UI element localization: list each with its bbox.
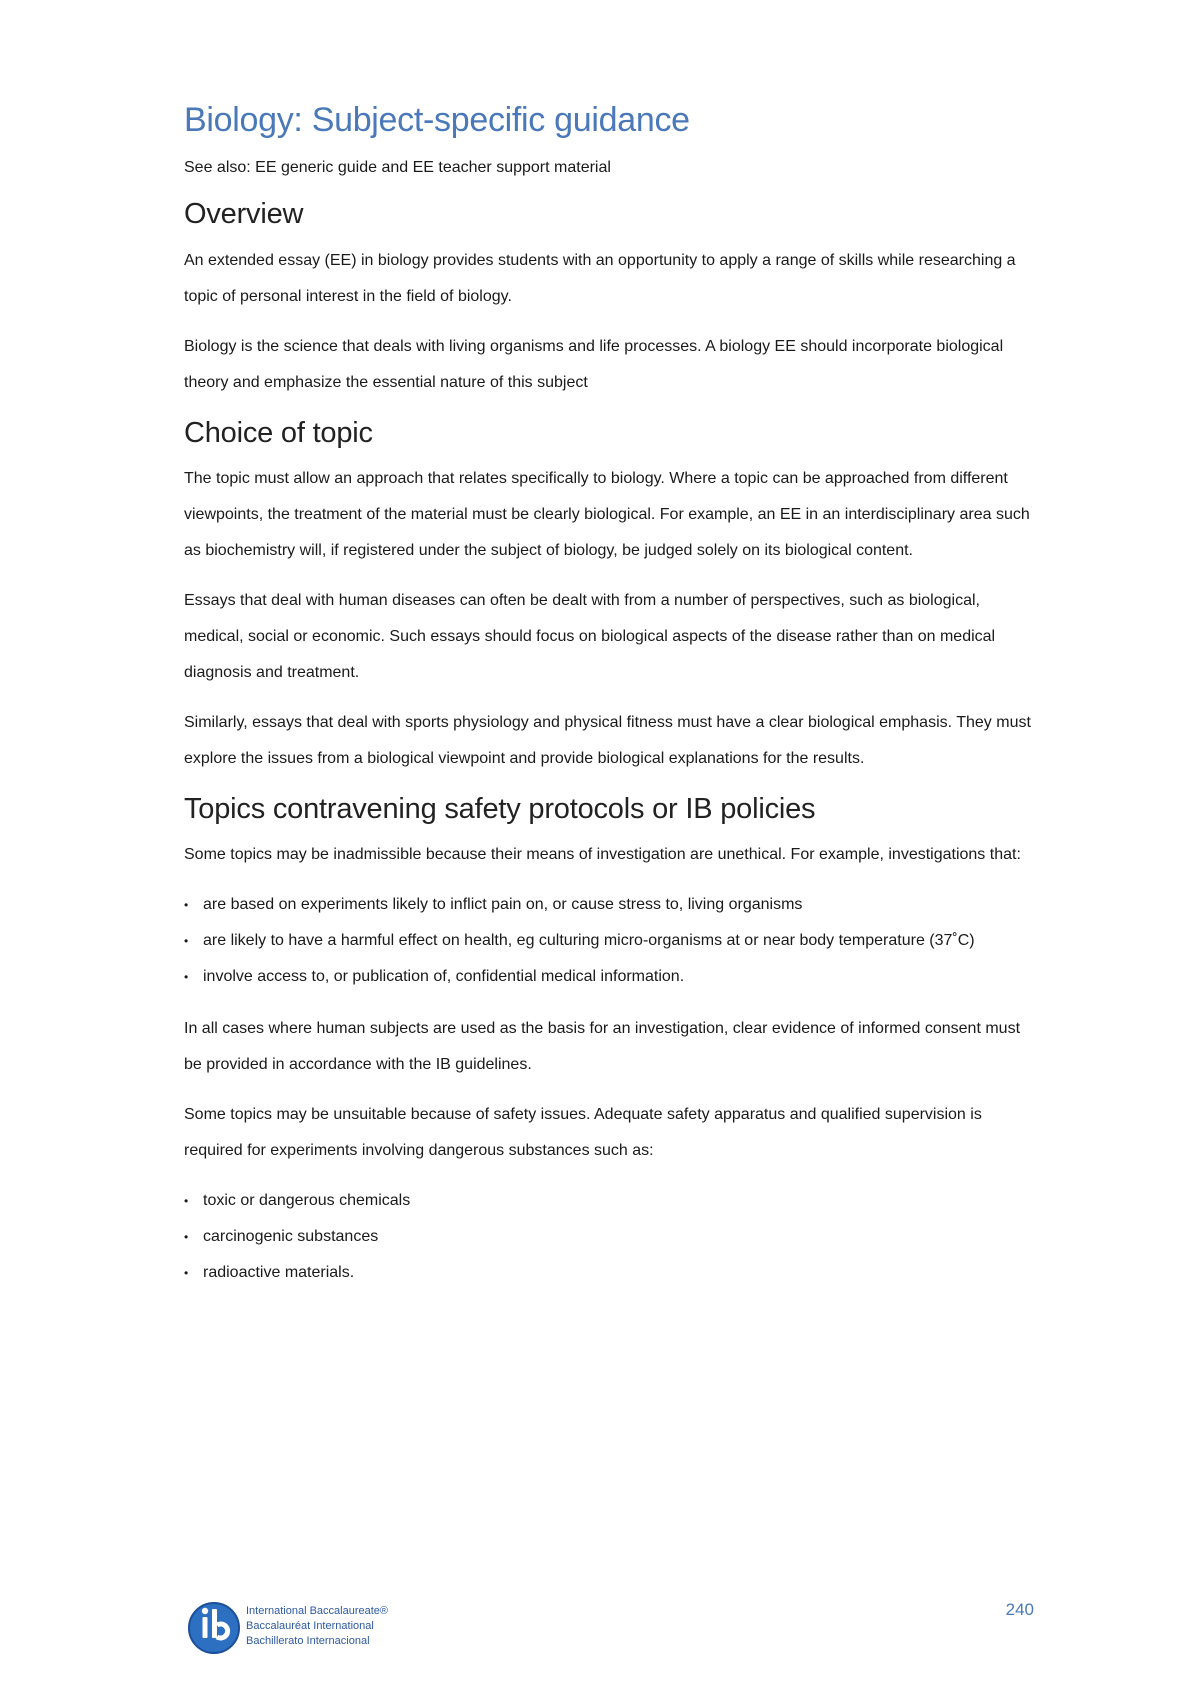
section-heading-safety: Topics contravening safety protocols or IB policies	[184, 792, 816, 825]
list-item: • involve access to, or publication of, confidential medical information.	[184, 959, 1034, 995]
logo-line: Baccalauréat International	[246, 1619, 374, 1632]
overview-paragraph-1: An extended essay (EE) in biology provides students with an opportunity to apply a range of skills while researching a topic of personal interest in the field of biology.	[184, 251, 1016, 305]
choice-paragraph-2: Essays that deal with human diseases can often be dealt with from a number of perspectives, such as biological, medical, social or economic. Such essays should focus on biological aspects of the disease rather than on medical diagnosis and treatment.	[184, 591, 996, 681]
section-heading-overview: Overview	[184, 198, 304, 231]
list-item: • carcinogenic substances	[184, 1219, 1034, 1255]
page-footer	[184, 1598, 1034, 1658]
ib-logo-text	[246, 1604, 388, 1649]
ib-logo-icon	[184, 1598, 240, 1654]
dangerous-substances-list	[184, 1183, 1034, 1291]
ib-logo	[184, 1598, 388, 1654]
safety-paragraph-2: In all cases where human subjects are used as the basis for an investigation, clear evidence of informed consent must be provided in accordance with the IB guidelines.	[184, 1020, 1021, 1074]
safety-paragraph-1: Some topics may be inadmissible because their means of investigation are unethical. For example, investigations that:	[184, 846, 1021, 864]
safety-paragraph-3: Some topics may be unsuitable because of safety issues. Adequate safety apparatus and qualified supervision is required for experiments involving dangerous substances such as:	[184, 1106, 982, 1160]
logo-line: Bachillerato Internacional	[246, 1634, 370, 1647]
page-title: Biology: Subject-specific guidance	[184, 101, 690, 139]
unethical-investigations-list	[184, 887, 1034, 995]
logo-line: International Baccalaureate®	[246, 1604, 389, 1617]
choice-paragraph-3: Similarly, essays that deal with sports physiology and physical fitness must have a clear biological emphasis. They must explore the issues from a biological viewpoint and provide biological explanations for the results.	[184, 713, 1031, 767]
list-item: • are based on experiments likely to inflict pain on, or cause stress to, living organisms	[184, 887, 1034, 923]
section-heading-choice-of-topic: Choice of topic	[184, 416, 373, 449]
list-item: • toxic or dangerous chemicals	[184, 1183, 1034, 1219]
overview-paragraph-2: Biology is the science that deals with living organisms and life processes. A biology EE should incorporate biological theory and emphasize the essential nature of this subject	[184, 337, 1004, 391]
document-page	[184, 100, 1034, 1307]
list-item: • radioactive materials.	[184, 1255, 1034, 1291]
list-item: • are likely to have a harmful effect on health, eg culturing micro-organisms at or near body temperature (37˚C)	[184, 923, 1034, 959]
see-also-line: See also: EE generic guide and EE teacher support material	[184, 158, 611, 176]
choice-paragraph-1: The topic must allow an approach that relates specifically to biology. Where a topic can be approached from different viewpoints, the treatment of the material must be clearly biological. For example, an EE in an interdisciplinary area such as biochemistry will, if registered under the subject of biology, be judged solely on its biological content.	[184, 469, 1030, 559]
page-number: 240	[1005, 1600, 1034, 1619]
